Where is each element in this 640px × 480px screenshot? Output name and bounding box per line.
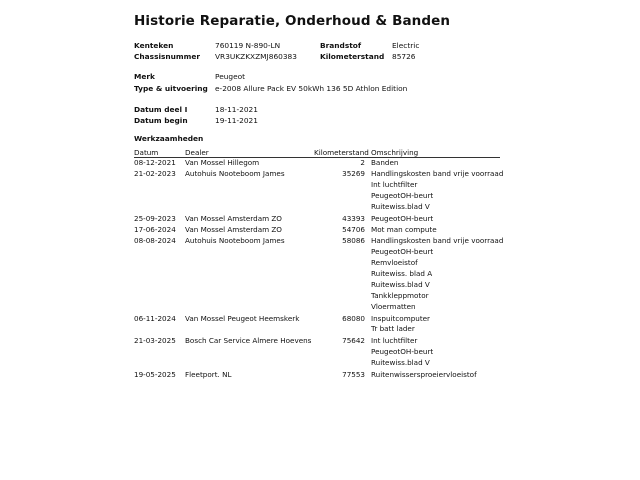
row-datum: 08-08-2024 (134, 236, 176, 246)
kenteken-value: 760119 N-890-LN (215, 41, 281, 50)
werkzaamheden-heading: Werkzaamheden (134, 134, 204, 143)
row-omschrijving-item: PeugeotOH-beurt (371, 213, 434, 223)
kilometerstand-value: 85726 (392, 52, 416, 61)
page-title: Historie Reparatie, Onderhoud & Banden (134, 13, 451, 29)
merk-label: Merk (134, 72, 155, 81)
merk-value: Peugeot (215, 72, 246, 81)
row-omschrijving-item: Handlingskosten band vrije voorraad (371, 236, 504, 246)
datum-begin-value: 19-11-2021 (215, 116, 258, 125)
row-omschrijving-item: Int luchtfilter (371, 180, 418, 190)
row-datum: 19-05-2025 (134, 370, 176, 379)
brandstof-label: Brandstof (320, 41, 362, 50)
col-header-dealer: Dealer (185, 148, 209, 157)
kilometerstand-label: Kilometerstand (320, 52, 385, 61)
col-header-kilometerstand: Kilometerstand (314, 148, 369, 157)
col-header-omschrijving: Omschrijving (371, 148, 419, 157)
row-omschrijving-item: Tankkleppmotor (371, 290, 429, 300)
row-dealer: Bosch Car Service Almere Hoevens (185, 336, 312, 346)
row-kilometerstand: 68080 (342, 313, 365, 323)
row-datum: 25-09-2023 (134, 213, 176, 223)
row-omschrijving-item: Vloermatten (371, 301, 416, 311)
row-datum: 08-12-2021 (134, 158, 176, 167)
row-dealer: Autohuis Nooteboom James (185, 169, 285, 179)
datum-deel1-label: Datum deel I (134, 105, 188, 114)
row-omschrijving-item: Ruitewiss.blad V (371, 358, 430, 368)
row-kilometerstand: 77553 (342, 370, 365, 379)
row-omschrijving-item: Remvloeistof (371, 258, 418, 267)
row-datum: 21-03-2025 (134, 336, 176, 346)
row-kilometerstand: 58086 (342, 236, 365, 246)
chassis-value: VR3UKZKXZMJ860383 (215, 52, 297, 61)
row-datum: 17-06-2024 (134, 225, 176, 234)
datum-deel1-value: 18-11-2021 (215, 105, 258, 114)
kenteken-label: Kenteken (134, 41, 174, 50)
row-omschrijving-item: Handlingskosten band vrije voorraad (371, 169, 504, 179)
row-omschrijving-item: Mot man compute (371, 225, 437, 234)
row-omschrijving-item: Ruitewiss.blad V (371, 279, 430, 289)
row-dealer: Van Mossel Amsterdam ZO (185, 225, 282, 234)
row-omschrijving-item: Banden (371, 158, 399, 167)
row-kilometerstand: 54706 (342, 225, 365, 234)
row-datum: 21-02-2023 (134, 169, 176, 179)
row-omschrijving-item: Inspuitcomputer (371, 313, 431, 323)
row-kilometerstand: 2 (360, 158, 365, 167)
datum-begin-label: Datum begin (134, 116, 188, 125)
row-datum: 06-11-2024 (134, 313, 176, 323)
brandstof-value: Electric (392, 41, 420, 50)
row-dealer: Fleetport. NL (185, 370, 232, 379)
chassis-label: Chassisnummer (134, 52, 200, 61)
col-header-datum: Datum (134, 148, 159, 157)
row-dealer: Van Mossel Peugeot Heemskerk (185, 313, 300, 323)
row-dealer: Van Mossel Amsterdam ZO (185, 213, 282, 223)
row-omschrijving-item: PeugeotOH-beurt (371, 347, 434, 357)
row-kilometerstand: 75642 (342, 336, 365, 346)
row-omschrijving-item: PeugeotOH-beurt (371, 191, 434, 200)
row-dealer: Van Mossel Hillegom (185, 158, 260, 167)
row-dealer: Autohuis Nooteboom James (185, 236, 285, 246)
type-label: Type & uitvoering (134, 84, 208, 93)
type-value: e-2008 Allure Pack EV 50kWh 136 5D Athlon Edition (215, 84, 408, 93)
row-omschrijving-item: Ruitenwissersproeiervloeistof (371, 370, 477, 379)
row-omschrijving-item: Tr batt lader (371, 324, 415, 334)
row-kilometerstand: 35269 (342, 169, 365, 179)
row-omschrijving-item: Ruitewiss. blad A (371, 268, 433, 278)
row-omschrijving-item: PeugeotOH-beurt (371, 247, 434, 257)
row-kilometerstand: 43393 (342, 213, 365, 223)
row-omschrijving-item: Ruitewiss.blad V (371, 201, 430, 211)
row-omschrijving-item: Int luchtfilter (371, 336, 418, 346)
